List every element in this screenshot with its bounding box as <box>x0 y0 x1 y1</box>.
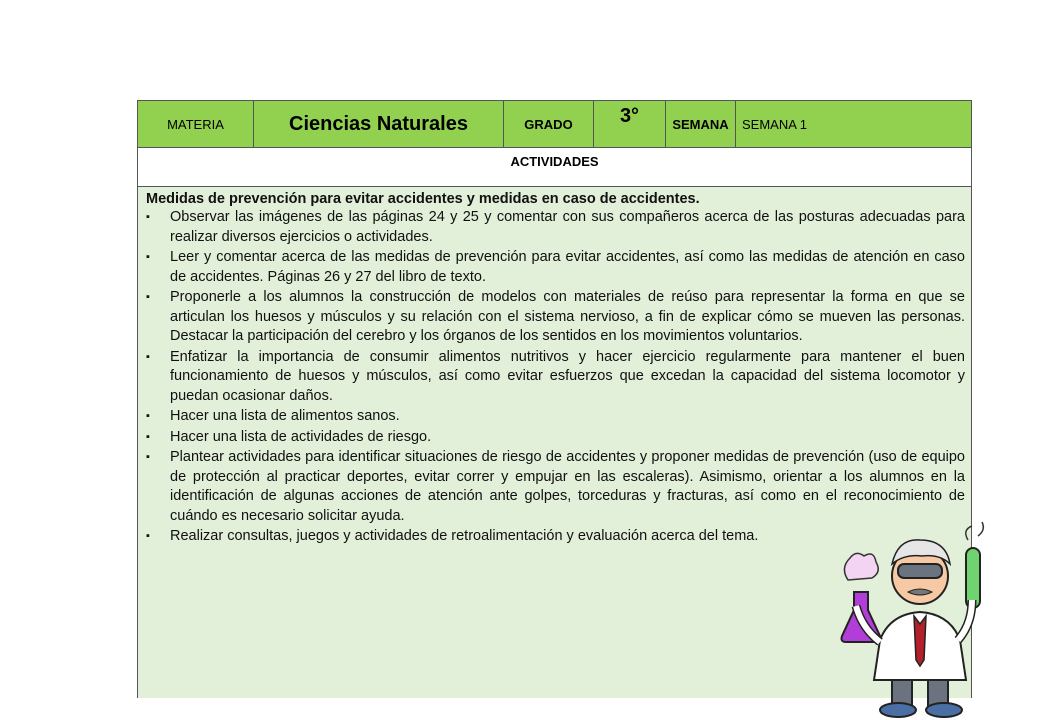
list-item: ▪ Observar las imágenes de las páginas 24 y 25 y comentar con sus compañeros acerca de las posturas adecuadas para realizar diversos ejercicios o actividades. <box>146 208 965 247</box>
list-item: ▪ Plantear actividades para identificar situaciones de riesgo de accidentes y proponer medidas de prevención (uso de equipo de protección al practicar deportes, evitar correr y empujar en las escaleras). Asimismo, orientar a los alumnos en la identificación de algunas acciones de atención ante golpes, torceduras y fracturas, así como en el reconocimiento de cuándo es necesario solicitar ayuda. <box>146 448 965 526</box>
actividades-heading: ACTIVIDADES <box>138 148 971 187</box>
activities-list <box>146 208 965 547</box>
grado-value: 3° <box>594 101 666 147</box>
scientist-illustration <box>828 520 1008 720</box>
semana-value: SEMANA 1 <box>742 116 808 132</box>
semana-label: SEMANA <box>666 101 736 147</box>
flask-icon <box>842 553 881 642</box>
section-title: Medidas de prevención para evitar accidentes y medidas en caso de accidentes. <box>146 191 700 207</box>
list-item: ▪ Realizar consultas, juegos y actividades de retroalimentación y evaluación acerca del tema. <box>146 527 965 547</box>
list-item: ▪ Enfatizar la importancia de consumir alimentos nutritivos y hacer ejercicio regularmente para mantener el buen funcionamiento de huesos y músculos, así como evitar esfuerzos que excedan la capacidad del sistema locomotor y puedan ocasionar daños. <box>146 348 965 407</box>
grado-label: GRADO <box>504 101 594 147</box>
list-item: ▪ Leer y comentar acerca de las medidas de prevención para evitar accidentes, así como las medidas de atención en caso de accidentes. Páginas 26 y 27 del libro de texto. <box>146 248 965 287</box>
list-item: ▪ Proponerle a los alumnos la construcción de modelos con materiales de reúso para representar la forma en que se articulan los huesos y músculos y su relación con el sistema nervioso, a fin de explicar cómo se mueven las personas. Destacar la participación del cerebro y los órganos de los sentidos en los movimientos voluntarios. <box>146 288 965 347</box>
test-tube-icon <box>966 522 984 608</box>
list-item: ▪ Hacer una lista de alimentos sanos. <box>146 407 965 427</box>
materia-value: Ciencias Naturales <box>254 101 504 147</box>
materia-label: MATERIA <box>138 101 254 147</box>
header-row <box>138 101 971 148</box>
list-item: ▪ Hacer una lista de actividades de riesgo. <box>146 428 965 448</box>
